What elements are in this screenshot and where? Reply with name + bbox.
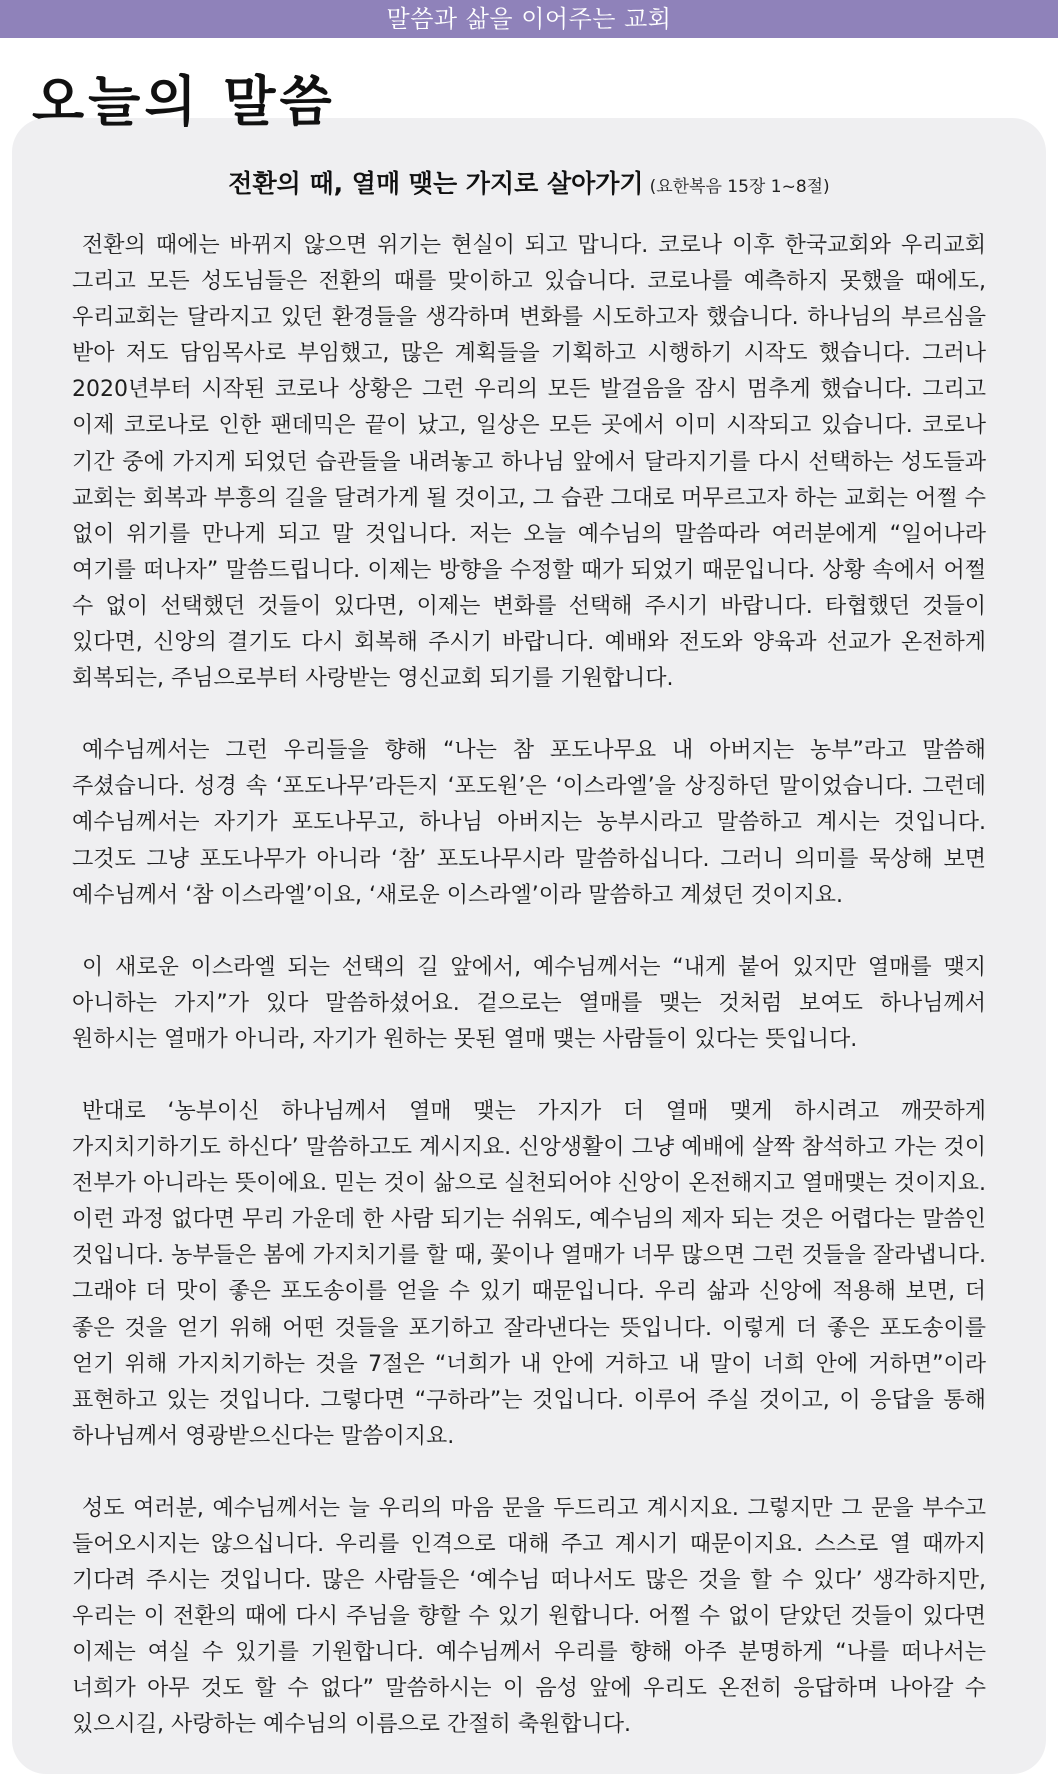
section-title: 오늘의 말씀	[32, 70, 336, 133]
scripture-reference: (요한복음 15장 1~8절)	[649, 177, 830, 197]
sermon-paragraph-5: 성도 여러분, 예수님께서는 늘 우리의 마음 문을 두드리고 계시지요. 그렇지만 그 문을 부수고 들어오시지는 않으십니다. 우리를 인격으로 대해 주고 계시기 때문이지요. 스스로 열 때까지 기다려 주시는 것입니다. 많은 사람들은 ‘예수님 떠나서도 많은 것을 할 수 있다’ 생각하지만, 우리는 이 전환의 때에 다시 주님을 향할 수 있기 원합니다. 어쩔 수 없이 닫았던 것들이 있다면 이제는 여실 수 있기를 기원합니다. 예수님께서 우리를 향해 아주 분명하게 “나를 떠나서는 너희가 아무 것도 할 수 없다” 말씀하시는 이 음성 앞에 우리도 온전히 응답하며 나아갈 수 있으시길, 사랑하는 예수님의 이름으로 간절히 축원합니다.	[72, 1495, 986, 1738]
sermon-paragraph-3: 이 새로운 이스라엘 되는 선택의 길 앞에서, 예수님께서는 “내게 붙어 있지만 열매를 맺지 아니하는 가지”가 있다 말씀하셨어요. 겉으로는 열매를 맺는 것처럼 보여도 하나님께서 원하시는 열매가 아니라, 자기가 원하는 못된 열매 맺는 사람들이 있다는 뜻입니다.	[72, 954, 986, 1052]
sermon-paragraph-4: 반대로 ‘농부이신 하나님께서 열매 맺는 가지가 더 열매 맺게 하시려고 깨끗하게 가지치기하기도 하신다’ 말씀하고도 계시지요. 신앙생활이 그냥 예배에 살짝 참석하고 가는 것이 전부가 아니라는 뜻이에요. 믿는 것이 삶으로 실천되어야 신앙이 온전해지고 열매맺는 것이지요. 이런 과정 없다면 무리 가운데 한 사람 되기는 쉬워도, 예수님의 제자 되는 것은 어렵다는 말씀인 것입니다. 농부들은 봄에 가지치기를 할 때, 꽃이나 열매가 너무 많으면 그런 것들을 잘라냅니다. 그래야 더 맛이 좋은 포도송이를 얻을 수 있기 때문입니다. 우리 삶과 신앙에 적용해 보면, 더 좋은 것을 얻기 위해 어떤 것들을 포기하고 잘라낸다는 뜻입니다. 이렇게 더 좋은 포도송이를 얻기 위해 가지치기하는 것을 7절은 “너희가 내 안에 거하고 내 말이 너희 안에 거하면”이라 표현하고 있는 것입니다. 그렇다면 “구하라”는 것입니다. 이루어 주실 것이고, 이 응답을 통해 하나님께서 영광받으신다는 말씀이지요.	[72, 1098, 986, 1449]
sermon-title: 전환의 때, 열매 맺는 가지로 살아가기	[228, 169, 644, 198]
sermon-body	[72, 228, 986, 1744]
top-banner: 말씀과 삶을 이어주는 교회	[0, 0, 1058, 38]
sermon-paragraph-1: 전환의 때에는 바뀌지 않으면 위기는 현실이 되고 맙니다. 코로나 이후 한국교회와 우리교회 그리고 모든 성도님들은 전환의 때를 맞이하고 있습니다. 코로나를 예측하지 못했을 때에도, 우리교회는 달라지고 있던 환경들을 생각하며 변화를 시도하고자 했습니다. 하나님의 부르심을 받아 저도 담임목사로 부임했고, 많은 계획들을 기획하고 시행하기 시작도 했습니다. 그러나 2020년부터 시작된 코로나 상황은 그런 우리의 모든 발걸음을 잠시 멈추게 했습니다. 그리고 이제 코로나로 인한 팬데믹은 끝이 났고, 일상은 모든 곳에서 이미 시작되고 있습니다. 코로나 기간 중에 가지게 되었던 습관들을 내려놓고 하나님 앞에서 달라지기를 다시 선택하는 성도들과 교회는 회복과 부흥의 길을 달려가게 될 것이고, 그 습관 그대로 머무르고자 하는 교회는 어쩔 수 없이 위기를 만나게 되고 말 것입니다. 저는 오늘 예수님의 말씀따라 여러분에게 “일어나라 여기를 떠나자” 말씀드립니다. 이제는 방향을 수정할 때가 되었기 때문입니다. 상황 속에서 어쩔 수 없이 선택했던 것들이 있다면, 이제는 변화를 선택해 주시기 바랍니다. 타협했던 것들이 있다면, 신앙의 결기도 다시 회복해 주시기 바랍니다. 예배와 전도와 양육과 선교가 온전하게 회복되는, 주님으로부터 사랑받는 영신교회 되기를 기원합니다.	[72, 233, 986, 692]
sermon-heading	[72, 164, 986, 204]
sermon-card	[12, 118, 1046, 1774]
sermon-paragraph-2: 예수님께서는 그런 우리들을 향해 “나는 참 포도나무요 내 아버지는 농부”라고 말씀해 주셨습니다. 성경 속 ‘포도나무’라든지 ‘포도원’은 ‘이스라엘’을 상징하던 말이었습니다. 그런데 예수님께서는 자기가 포도나무고, 하나님 아버지는 농부시라고 말씀하고 계시는 것입니다. 그것도 그냥 포도나무가 아니라 ‘참’ 포도나무시라 말씀하십니다. 그러니 의미를 묵상해 보면 예수님께서 ‘참 이스라엘’이요, ‘새로운 이스라엘’이라 말씀하고 계셨던 것이지요.	[72, 738, 986, 908]
